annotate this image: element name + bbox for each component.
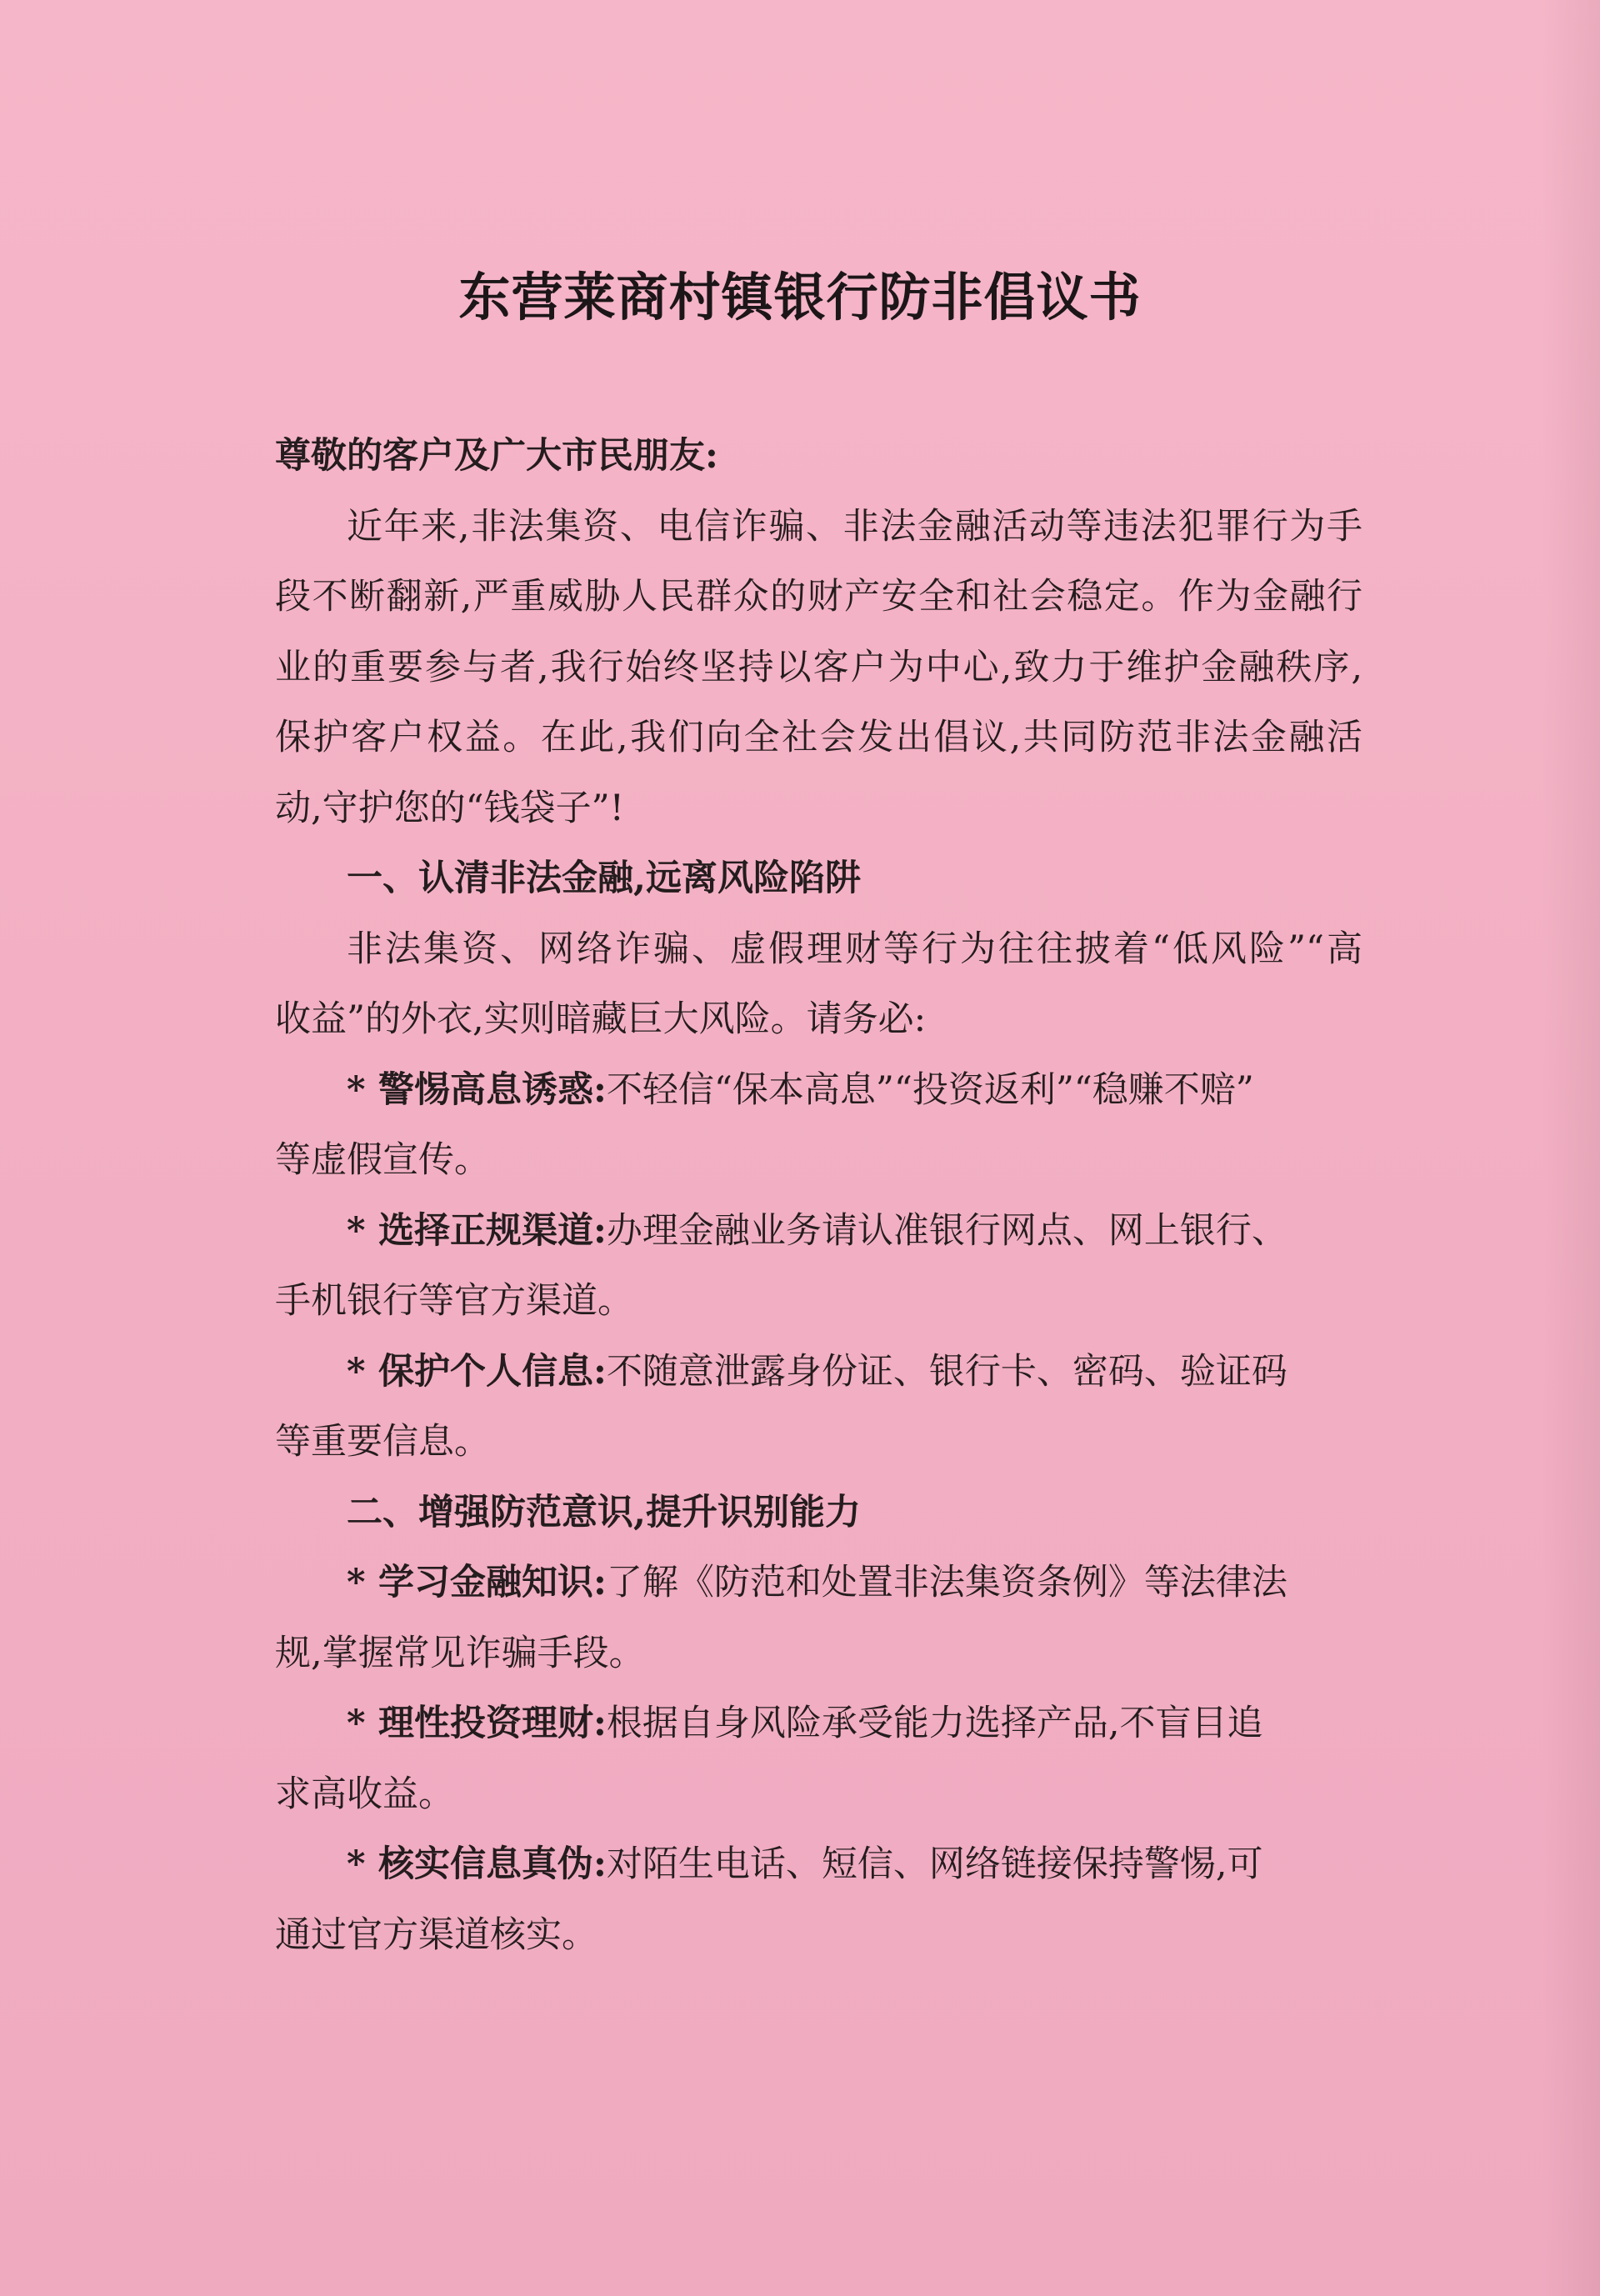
- bullet-continuation: 等重要信息。: [275, 1421, 490, 1463]
- bullet-label: 选择正规渠道:: [378, 1209, 607, 1252]
- bullet-label: 理性投资理财:: [378, 1703, 607, 1744]
- section-paragraph-line: 收益”的外衣,实则暗藏巨大风险。请务必:: [275, 998, 927, 1040]
- bullet-text: 了解《防范和处置非法集资条例》等法律法: [606, 1562, 1288, 1603]
- bullet-marker: *: [347, 1562, 366, 1603]
- intro-line: 动,守护您的“钱袋子”!: [275, 787, 624, 829]
- bullet-text: 办理金融业务请认准银行网点、网上银行、: [606, 1209, 1288, 1252]
- bullet-label: 核实信息真伪:: [378, 1843, 607, 1885]
- bullet-marker: *: [347, 1703, 366, 1744]
- bullet-marker: *: [347, 1068, 366, 1111]
- bullet-item: [275, 1688, 1362, 1759]
- section-paragraph-line: 非法集资、网络诈骗、虚假理财等行为往往披着“低风险”“高: [347, 928, 1362, 970]
- bullet-text: 不随意泄露身份证、银行卡、密码、验证码: [606, 1350, 1288, 1393]
- page-edge-shadow: [1542, 0, 1600, 2296]
- bullet-continuation: 规,掌握常见诈骗手段。: [275, 1632, 645, 1674]
- salutation: 尊敬的客户及广大市民朋友:: [275, 435, 718, 477]
- bullet-marker: *: [347, 1209, 366, 1252]
- bullet-item: [275, 1337, 1362, 1408]
- intro-line: 段不断翻新,严重威胁人民群众的财产安全和社会稳定。作为金融行: [275, 576, 1362, 618]
- section-heading: 二、增强防范意识,提升识别能力: [347, 1491, 861, 1533]
- bullet-text: 对陌生电话、短信、网络链接保持警惕,可: [606, 1843, 1263, 1885]
- bullet-item: [275, 1548, 1362, 1618]
- bullet-continuation: 求高收益。: [275, 1773, 454, 1815]
- bullet-item: [275, 1196, 1362, 1267]
- bullet-item: [275, 1829, 1362, 1900]
- bullet-label: 学习金融知识:: [378, 1562, 607, 1603]
- bullet-label: 保护个人信息:: [378, 1350, 607, 1393]
- intro-line: 近年来,非法集资、电信诈骗、非法金融活动等违法犯罪行为手: [347, 505, 1362, 548]
- document-body: [275, 421, 1362, 1970]
- bullet-marker: *: [347, 1350, 366, 1393]
- bullet-continuation: 通过官方渠道核实。: [275, 1913, 598, 1956]
- document-title: 东营莱商村镇银行防非倡议书: [458, 267, 1142, 328]
- bullet-label: 警惕高息诱惑:: [378, 1068, 607, 1111]
- intro-line: 保护客户权益。在此,我们向全社会发出倡议,共同防范非法金融活: [275, 717, 1362, 758]
- section-heading: 一、认清非法金融,远离风险陷阱: [347, 858, 861, 899]
- bullet-text: 不轻信“保本高息”“投资返利”“稳赚不赔”: [606, 1068, 1254, 1111]
- bullet-continuation: 等虚假宣传。: [275, 1139, 490, 1181]
- bullet-marker: *: [347, 1843, 366, 1885]
- bullet-text: 根据自身风险承受能力选择产品,不盲目追: [606, 1703, 1263, 1744]
- bullet-item: [275, 1055, 1362, 1126]
- bullet-continuation: 手机银行等官方渠道。: [275, 1280, 633, 1322]
- intro-line: 业的重要参与者,我行始终坚持以客户为中心,致力于维护金融秩序,: [275, 646, 1362, 688]
